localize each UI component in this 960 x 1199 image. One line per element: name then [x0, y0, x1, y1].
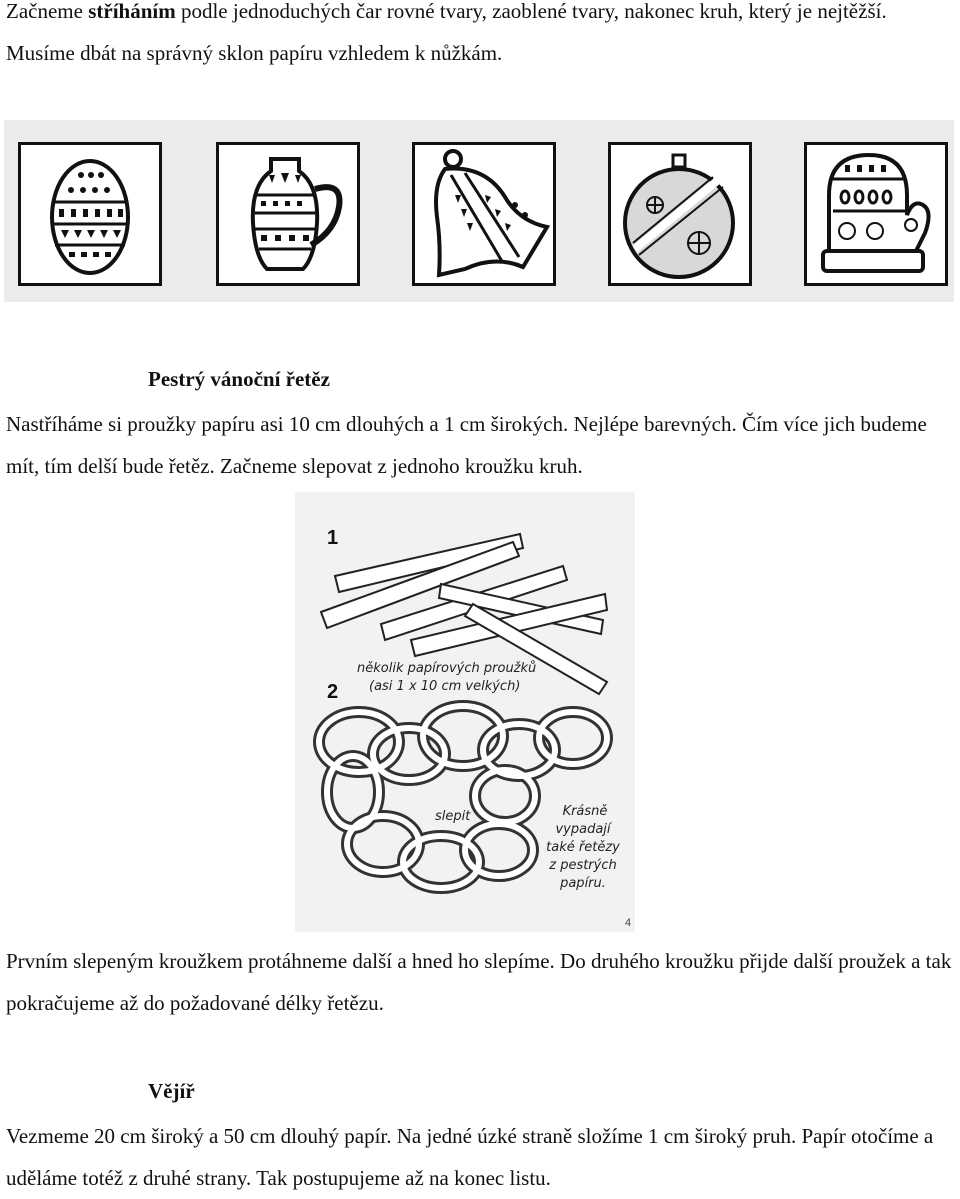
- fan-paragraph: Vezmeme 20 cm široký a 50 cm dlouhý papír. Na jedné úzké straně složíme 1 cm široký pruh. Papír otočíme a uděláme totéž z druhé strany. Tak postupujeme až na konec listu.: [6, 1124, 934, 1190]
- egg-icon: [18, 142, 162, 286]
- strips-note-line1: několik papírových proužků: [357, 661, 537, 676]
- intro-text-start: Začneme: [6, 0, 89, 23]
- tip-line-4: z pestrých: [549, 858, 617, 873]
- fan-heading: Vějíř: [148, 1079, 195, 1103]
- bauble-icon: [608, 142, 752, 286]
- strips-note-line2: (asi 1 x 10 cm velkých): [369, 679, 521, 694]
- tip-line-5: papíru.: [560, 876, 606, 891]
- figure-page-number: 4: [625, 917, 632, 929]
- tip-line-3: také řetězy: [546, 840, 620, 855]
- chain-steps-paragraph: Prvním slepeným kroužkem protáhneme další a hned ho slepíme. Do druhého kroužku přijde další proužek a tak pokračujeme až do požadované délky řetězu.: [6, 949, 952, 1015]
- step-1-label: 1: [327, 527, 339, 549]
- bell-icon: [412, 142, 556, 286]
- cutting-shapes-strip: [4, 120, 954, 302]
- tip-line-2: vypadají: [555, 822, 611, 837]
- mitten-icon: [804, 142, 948, 286]
- chain-heading: Pestrý vánoční řetěz: [148, 367, 330, 391]
- chain-illustration: [295, 492, 635, 932]
- glue-label: slepit: [435, 809, 471, 824]
- chain-paragraph: Nastříháme si proužky papíru asi 10 cm dlouhých a 1 cm širokých. Nejlépe barevných. Čím více jich budeme mít, tím delší bude řetěz. Začneme slepovat z jednoho kroužku kruh.: [6, 412, 927, 478]
- jug-icon: [216, 142, 360, 286]
- intro-text-end: podle jednoduchých čar rovné tvary, zaoblené tvary, nakonec kruh, který je nejtěžší. Musíme dbát na správný sklon papíru vzhledem k nůžkám.: [6, 0, 887, 65]
- tip-line-1: Krásně: [562, 804, 608, 819]
- intro-paragraph: [6, 0, 954, 74]
- step-2-label: 2: [327, 681, 339, 703]
- intro-bold-word: stříháním: [88, 0, 176, 23]
